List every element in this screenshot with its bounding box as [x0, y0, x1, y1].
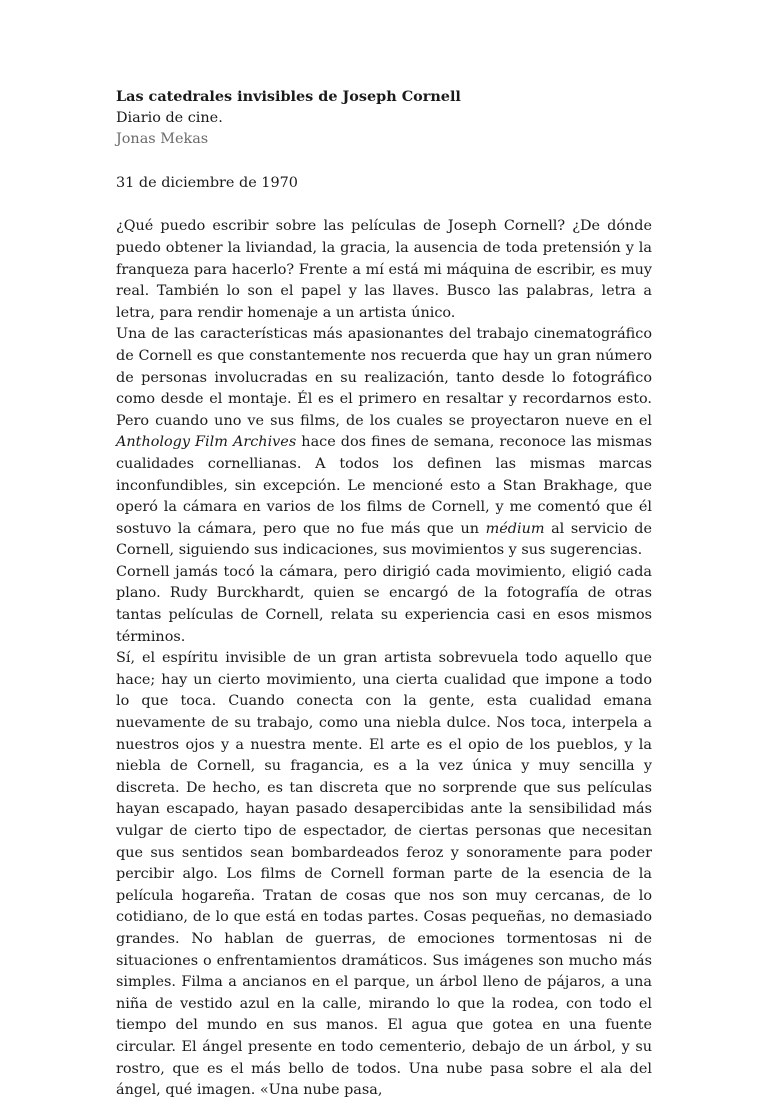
paragraph-2 [116, 324, 652, 562]
paragraph-2-text-c: hace dos fines de semana, reconoce las mismas cualidades cornellianas. A todos los definen las mismas marcas inconfundibles, sin excepción. Le mencioné esto a Stan Brakhage, que operó la cámara en varios de los films de Cornell, y me comentó que él sostuvo la cámara, pero que no fue más que un [116, 434, 653, 537]
paragraph-2-text-e: al servicio de Cornell, siguiendo sus indicaciones, sus movimientos y sus sugerencias. [116, 520, 652, 559]
document-subtitle: Diario de cine. [116, 109, 223, 126]
paragraph-1: ¿Qué puedo escribir sobre las películas de Joseph Cornell? ¿De dónde puedo obtener la liviandad, la gracia, la ausencia de toda pretensión y la franqueza para hacerlo? Frente a mí está mi máquina de escribir, es muy real. También lo son el papel y las llaves. Busco las palabras, letra a letra, para rendir homenaje a un artista único. [116, 218, 652, 321]
entry-date: 31 de diciembre de 1970 [116, 174, 298, 191]
document-author: Jonas Mekas [116, 131, 209, 148]
document-body [116, 216, 652, 1101]
paragraph-2-text-a: Una de las características más apasionantes del trabajo cinematográfico de Cornell es que constantemente nos recuerda que hay un gran número de personas involucradas en su realización, tanto desde lo fotográfico como desde el montaje. Él es el primero en resaltar y recordarnos esto. Pero cuando uno ve sus films, de los cuales se proyectaron nueve en el [116, 326, 652, 429]
document-page [116, 86, 652, 1102]
paragraph-3: Cornell jamás tocó la cámara, pero dirigió cada movimiento, eligió cada plano. Rudy Burckhardt, quien se encargó de la fotografía de otras tantas películas de Cornell, relata su experiencia casi en esos mismos términos. [116, 563, 652, 645]
paragraph-2-italic-archive: Anthology Film Archives [116, 434, 297, 451]
paragraph-4: Sí, el espíritu invisible de un gran artista sobrevuela todo aquello que hace; hay un cierto movimiento, una cierta cualidad que impone a todo lo que toca. Cuando conecta con la gente, esta cualidad emana nuevamente de su trabajo, como una niebla dulce. Nos toca, interpela a nuestros ojos y a nuestra mente. El arte es el opio de los pueblos, y la niebla de Cornell, su fragancia, es a la vez única y muy sencilla y discreta. De hecho, es tan discreta que no sorprende que sus películas hayan escapado, hayan pasado desapercibidas ante la sensibilidad más vulgar de cierto tipo de espectador, de ciertas personas que necesitan que sus sentidos sean bombardeados feroz y sonoramente para poder percibir algo. Los films de Cornell forman parte de la esencia de la película hogareña. Tratan de cosas que nos son muy cercanas, de lo cotidiano, de lo que está en todas partes. Cosas pequeñas, no demasiado grandes. No hablan de guerras, de emociones tormentosas ni de situaciones o enfrentamientos dramáticos. Sus imágenes son mucho más simples. Filma a ancianos en el parque, un árbol lleno de pájaros, a una niña de vestido azul en la calle, mirando lo que la rodea, con todo el tiempo del mundo en sus manos. El agua que gotea en una fuente circular. El ángel presente en todo cementerio, debajo de un árbol, y su rostro, que es el más bello de todos. Una nube pasa sobre el ala del ángel, qué imagen. «Una nube pasa, [116, 650, 652, 1099]
document-title: Las catedrales invisibles de Joseph Cornell [116, 88, 461, 105]
paragraph-2-italic-medium: médium [485, 520, 545, 537]
